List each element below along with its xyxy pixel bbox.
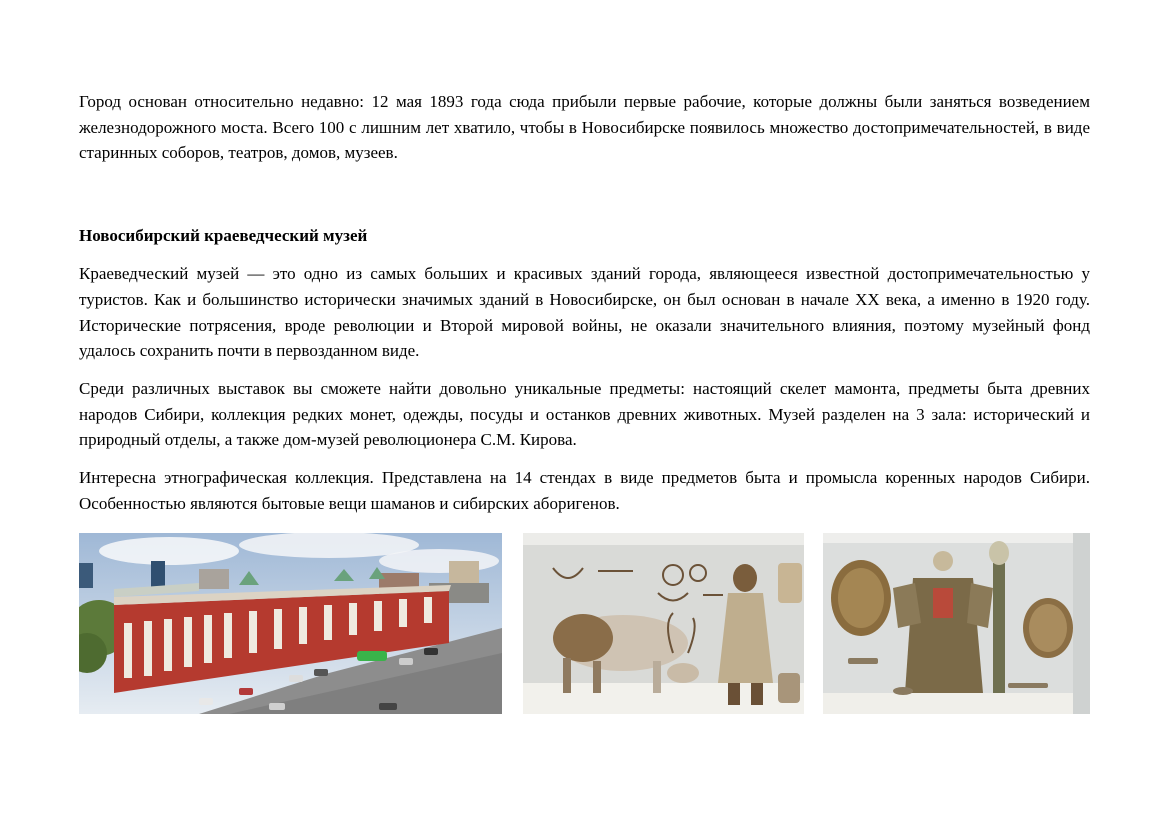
shaman-costume-exhibit-photo bbox=[823, 533, 1090, 714]
document-page bbox=[79, 89, 1090, 528]
paragraph-3: Интересна этнографическая коллекция. Представлена на 14 стендах в виде предметов быта и промысла коренных народов Сибири. Особенностью являются бытовые вещи шаманов и сибирских аборигенов. bbox=[79, 468, 1090, 513]
museum-building-photo bbox=[79, 533, 502, 714]
paragraph-1: Краеведческий музей — это одно из самых больших и красивых зданий города, являющееся известной достопримечательностью у туристов. Как и большинство исторически значимых зданий в Новосибирске, он был основан в начале XX века, а именно в 1920 году. Исторические потрясения, вроде революции и Второй мировой войны, не оказали значительного влияния, поэтому музейный фонд удалось сохранить почти в первозданном виде. bbox=[79, 264, 1090, 361]
photo-row bbox=[79, 533, 1090, 714]
reindeer-exhibit-photo bbox=[523, 533, 804, 714]
intro-paragraph: Город основан относительно недавно: 12 мая 1893 года сюда прибыли первые рабочие, которые должны были заняться возведением железнодорожного моста. Всего 100 с лишним лет хватило, чтобы в Новосибирске появилось множество достопримечательностей, в виде старинных соборов, театров, домов, музеев. bbox=[79, 92, 1090, 163]
paragraph-2: Среди различных выставок вы сможете найти довольно уникальные предметы: настоящий скелет мамонта, предметы быта древних народов Сибири, коллекция редких монет, одежды, посуды и останков древних животных. Музей разделен на 3 зала: исторический и природный отделы, а также дом-музей революционера С.М. Кирова. bbox=[79, 378, 1090, 450]
section-heading: Новосибирский краеведческий музей bbox=[79, 226, 368, 246]
